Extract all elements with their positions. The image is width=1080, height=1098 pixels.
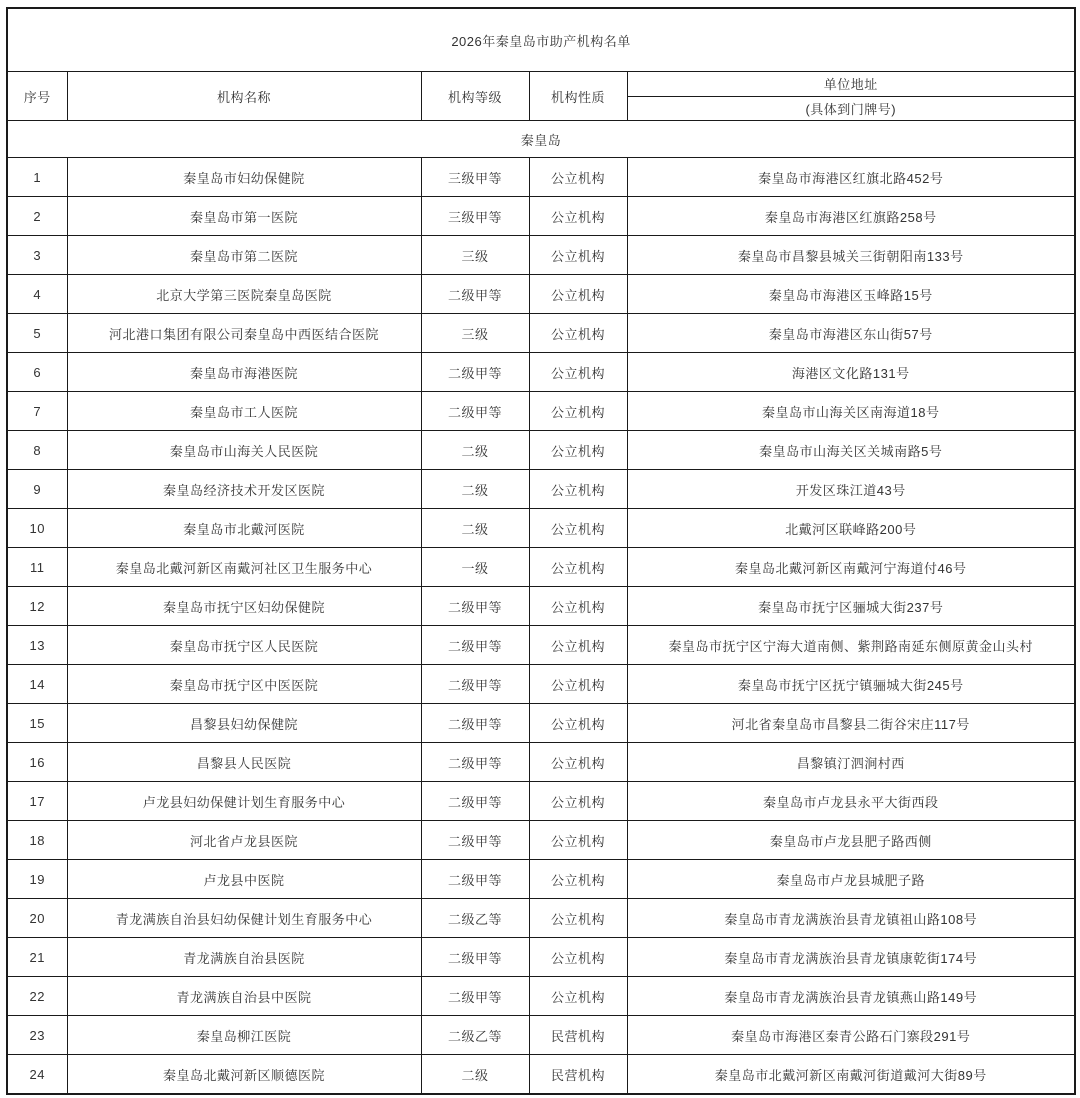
cell-institution-level: 二级 [421, 1055, 529, 1095]
cell-seq: 24 [7, 1055, 67, 1095]
column-header-address-line1: 单位地址 [627, 72, 1075, 97]
cell-institution-nature: 公立机构 [529, 509, 627, 548]
cell-seq: 17 [7, 782, 67, 821]
cell-institution-nature: 公立机构 [529, 977, 627, 1016]
cell-institution-level: 二级 [421, 470, 529, 509]
cell-institution-name: 秦皇岛市工人医院 [67, 392, 421, 431]
cell-institution-address: 秦皇岛市海港区玉峰路15号 [627, 275, 1075, 314]
table-row [7, 665, 1075, 704]
cell-institution-level: 二级甲等 [421, 665, 529, 704]
cell-institution-name: 青龙满族自治县医院 [67, 938, 421, 977]
cell-institution-nature: 公立机构 [529, 899, 627, 938]
cell-institution-level: 二级甲等 [421, 626, 529, 665]
cell-institution-address: 秦皇岛市山海关区南海道18号 [627, 392, 1075, 431]
cell-institution-name: 秦皇岛市第二医院 [67, 236, 421, 275]
document-title: 2026年秦皇岛市助产机构名单 [7, 8, 1075, 72]
cell-institution-address: 秦皇岛北戴河新区南戴河宁海道付46号 [627, 548, 1075, 587]
table-row [7, 938, 1075, 977]
cell-institution-name: 秦皇岛柳江医院 [67, 1016, 421, 1055]
cell-institution-level: 二级 [421, 509, 529, 548]
cell-institution-nature: 公立机构 [529, 704, 627, 743]
cell-institution-name: 昌黎县妇幼保健院 [67, 704, 421, 743]
cell-institution-name: 昌黎县人民医院 [67, 743, 421, 782]
cell-institution-address: 秦皇岛市青龙满族治县青龙镇康乾街174号 [627, 938, 1075, 977]
cell-seq: 23 [7, 1016, 67, 1055]
cell-seq: 6 [7, 353, 67, 392]
cell-institution-name: 秦皇岛市抚宁区中医医院 [67, 665, 421, 704]
cell-institution-level: 二级 [421, 431, 529, 470]
table-row [7, 743, 1075, 782]
cell-institution-address: 秦皇岛市北戴河新区南戴河街道戴河大街89号 [627, 1055, 1075, 1095]
cell-institution-name: 秦皇岛市山海关人民医院 [67, 431, 421, 470]
cell-institution-name: 秦皇岛市海港医院 [67, 353, 421, 392]
table-row [7, 314, 1075, 353]
table-row [7, 977, 1075, 1016]
cell-institution-nature: 公立机构 [529, 821, 627, 860]
table-row [7, 236, 1075, 275]
cell-institution-name: 秦皇岛经济技术开发区医院 [67, 470, 421, 509]
cell-seq: 20 [7, 899, 67, 938]
table-row [7, 626, 1075, 665]
cell-seq: 1 [7, 158, 67, 197]
cell-institution-nature: 公立机构 [529, 860, 627, 899]
cell-institution-address: 秦皇岛市卢龙县肥子路西侧 [627, 821, 1075, 860]
cell-institution-name: 河北港口集团有限公司秦皇岛中西医结合医院 [67, 314, 421, 353]
cell-institution-address: 秦皇岛市海港区秦青公路石门寨段291号 [627, 1016, 1075, 1055]
cell-institution-level: 二级甲等 [421, 938, 529, 977]
cell-institution-name: 青龙满族自治县妇幼保健计划生育服务中心 [67, 899, 421, 938]
cell-institution-nature: 公立机构 [529, 743, 627, 782]
cell-institution-name: 河北省卢龙县医院 [67, 821, 421, 860]
cell-institution-nature: 公立机构 [529, 392, 627, 431]
cell-institution-address: 秦皇岛市海港区红旗路258号 [627, 197, 1075, 236]
section-row [7, 121, 1075, 158]
table-row [7, 353, 1075, 392]
cell-seq: 9 [7, 470, 67, 509]
table-row [7, 392, 1075, 431]
cell-institution-nature: 公立机构 [529, 158, 627, 197]
table-row [7, 470, 1075, 509]
cell-institution-name: 秦皇岛北戴河新区顺德医院 [67, 1055, 421, 1095]
header-row [7, 72, 1075, 97]
cell-seq: 12 [7, 587, 67, 626]
cell-institution-address: 秦皇岛市海港区东山街57号 [627, 314, 1075, 353]
cell-institution-nature: 公立机构 [529, 470, 627, 509]
cell-institution-level: 二级甲等 [421, 275, 529, 314]
table-row [7, 860, 1075, 899]
cell-seq: 3 [7, 236, 67, 275]
cell-institution-level: 一级 [421, 548, 529, 587]
cell-institution-level: 三级甲等 [421, 197, 529, 236]
cell-institution-address: 秦皇岛市昌黎县城关三街朝阳南133号 [627, 236, 1075, 275]
section-label: 秦皇岛 [7, 121, 1075, 158]
cell-institution-address: 秦皇岛市抚宁区宁海大道南侧、紫荆路南延东侧原黄金山头村 [627, 626, 1075, 665]
cell-institution-address: 秦皇岛市抚宁区骊城大街237号 [627, 587, 1075, 626]
cell-institution-name: 北京大学第三医院秦皇岛医院 [67, 275, 421, 314]
cell-institution-nature: 公立机构 [529, 314, 627, 353]
institution-table [6, 7, 1076, 1095]
cell-institution-address: 秦皇岛市卢龙县城肥子路 [627, 860, 1075, 899]
cell-institution-name: 秦皇岛市抚宁区人民医院 [67, 626, 421, 665]
cell-institution-nature: 公立机构 [529, 236, 627, 275]
cell-seq: 18 [7, 821, 67, 860]
cell-seq: 19 [7, 860, 67, 899]
cell-institution-level: 二级甲等 [421, 821, 529, 860]
cell-institution-level: 二级甲等 [421, 977, 529, 1016]
cell-institution-address: 秦皇岛市青龙满族治县青龙镇祖山路108号 [627, 899, 1075, 938]
table-row [7, 1055, 1075, 1095]
cell-institution-nature: 公立机构 [529, 938, 627, 977]
cell-institution-address: 秦皇岛市抚宁区抚宁镇骊城大街245号 [627, 665, 1075, 704]
cell-seq: 10 [7, 509, 67, 548]
cell-institution-nature: 公立机构 [529, 626, 627, 665]
cell-seq: 11 [7, 548, 67, 587]
cell-institution-nature: 公立机构 [529, 782, 627, 821]
cell-institution-address: 海港区文化路131号 [627, 353, 1075, 392]
cell-seq: 22 [7, 977, 67, 1016]
cell-institution-level: 二级甲等 [421, 587, 529, 626]
cell-seq: 14 [7, 665, 67, 704]
cell-seq: 4 [7, 275, 67, 314]
cell-institution-name: 秦皇岛市抚宁区妇幼保健院 [67, 587, 421, 626]
cell-institution-name: 卢龙县中医院 [67, 860, 421, 899]
cell-institution-address: 昌黎镇汀泗涧村西 [627, 743, 1075, 782]
table-row [7, 548, 1075, 587]
table-row [7, 509, 1075, 548]
cell-institution-nature: 民营机构 [529, 1016, 627, 1055]
column-header-address-line2: (具体到门牌号) [627, 96, 1075, 121]
table-row [7, 782, 1075, 821]
cell-institution-nature: 公立机构 [529, 353, 627, 392]
table-row [7, 587, 1075, 626]
cell-institution-nature: 公立机构 [529, 197, 627, 236]
cell-institution-level: 三级 [421, 314, 529, 353]
cell-institution-address: 开发区珠江道43号 [627, 470, 1075, 509]
cell-institution-nature: 公立机构 [529, 587, 627, 626]
cell-seq: 15 [7, 704, 67, 743]
cell-institution-address: 秦皇岛市青龙满族治县青龙镇燕山路149号 [627, 977, 1075, 1016]
table-row [7, 821, 1075, 860]
table-row [7, 899, 1075, 938]
cell-seq: 21 [7, 938, 67, 977]
table-row [7, 704, 1075, 743]
table-row [7, 197, 1075, 236]
cell-institution-level: 二级乙等 [421, 899, 529, 938]
column-header-seq: 序号 [7, 72, 67, 121]
cell-institution-level: 二级甲等 [421, 392, 529, 431]
cell-seq: 16 [7, 743, 67, 782]
column-header-institution-level: 机构等级 [421, 72, 529, 121]
cell-institution-nature: 公立机构 [529, 431, 627, 470]
column-header-institution-name: 机构名称 [67, 72, 421, 121]
cell-institution-level: 二级甲等 [421, 782, 529, 821]
cell-institution-level: 二级甲等 [421, 353, 529, 392]
cell-institution-nature: 公立机构 [529, 548, 627, 587]
cell-seq: 8 [7, 431, 67, 470]
cell-institution-nature: 民营机构 [529, 1055, 627, 1095]
cell-institution-nature: 公立机构 [529, 665, 627, 704]
cell-institution-name: 秦皇岛市妇幼保健院 [67, 158, 421, 197]
cell-seq: 13 [7, 626, 67, 665]
table-row [7, 431, 1075, 470]
cell-institution-nature: 公立机构 [529, 275, 627, 314]
table-row [7, 1016, 1075, 1055]
cell-institution-name: 青龙满族自治县中医院 [67, 977, 421, 1016]
cell-institution-name: 秦皇岛北戴河新区南戴河社区卫生服务中心 [67, 548, 421, 587]
cell-institution-name: 秦皇岛市第一医院 [67, 197, 421, 236]
cell-institution-address: 秦皇岛市海港区红旗北路452号 [627, 158, 1075, 197]
cell-institution-level: 三级甲等 [421, 158, 529, 197]
cell-institution-name: 卢龙县妇幼保健计划生育服务中心 [67, 782, 421, 821]
cell-institution-name: 秦皇岛市北戴河医院 [67, 509, 421, 548]
cell-institution-address: 秦皇岛市山海关区关城南路5号 [627, 431, 1075, 470]
cell-institution-level: 二级甲等 [421, 704, 529, 743]
table-row [7, 275, 1075, 314]
cell-seq: 2 [7, 197, 67, 236]
cell-institution-level: 二级乙等 [421, 1016, 529, 1055]
cell-institution-level: 二级甲等 [421, 743, 529, 782]
column-header-institution-nature: 机构性质 [529, 72, 627, 121]
table-row [7, 158, 1075, 197]
cell-seq: 7 [7, 392, 67, 431]
cell-institution-level: 三级 [421, 236, 529, 275]
cell-institution-address: 北戴河区联峰路200号 [627, 509, 1075, 548]
title-row [7, 8, 1075, 72]
cell-institution-address: 秦皇岛市卢龙县永平大街西段 [627, 782, 1075, 821]
cell-seq: 5 [7, 314, 67, 353]
cell-institution-address: 河北省秦皇岛市昌黎县二街谷宋庄117号 [627, 704, 1075, 743]
cell-institution-level: 二级甲等 [421, 860, 529, 899]
